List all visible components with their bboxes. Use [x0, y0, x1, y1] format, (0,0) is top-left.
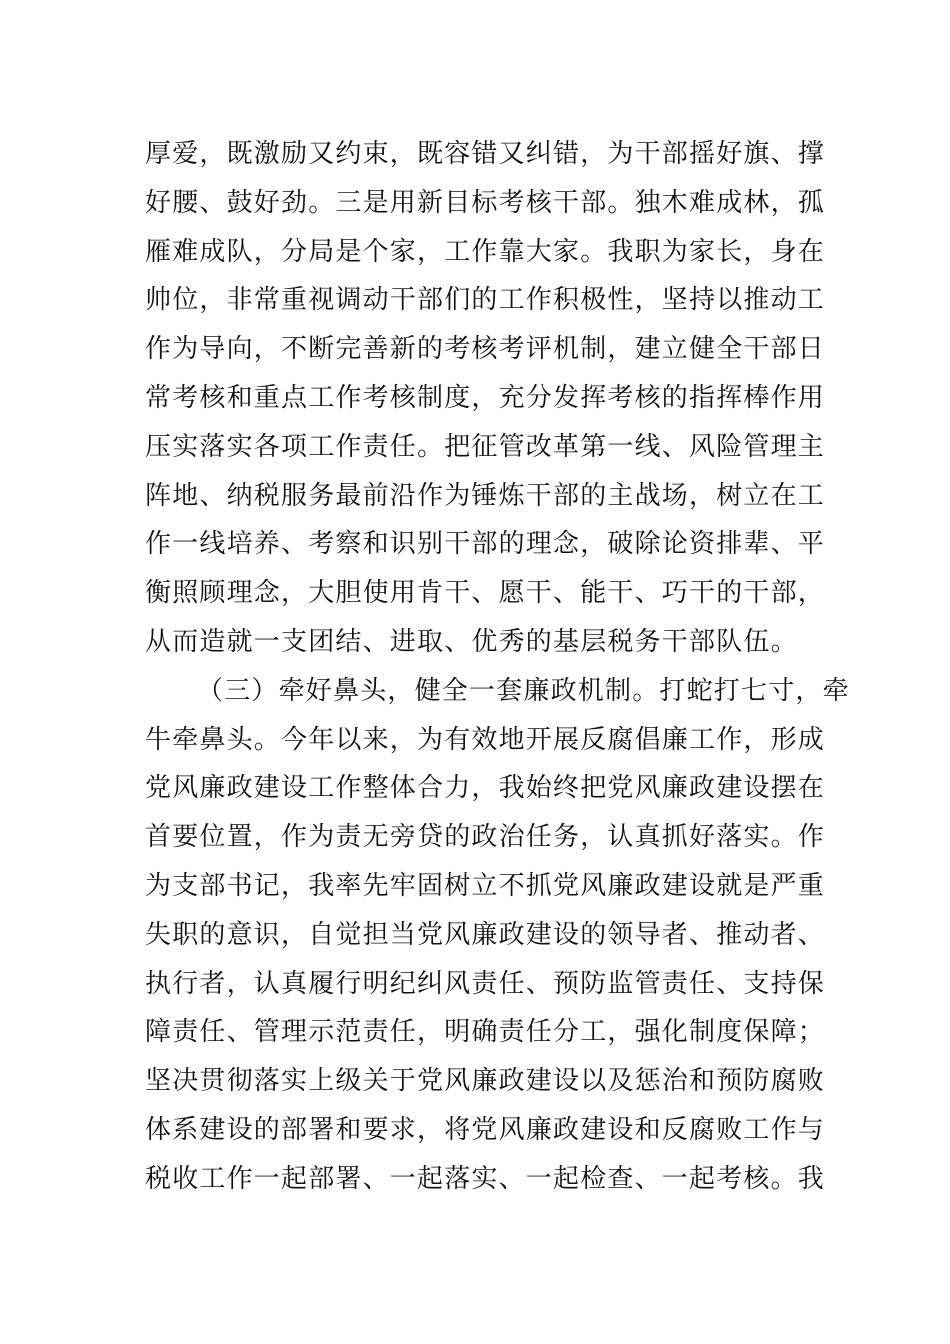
paragraph-line-last: 从而造就一支团结、进取、优秀的基层税务干部队伍。 — [145, 626, 798, 657]
paragraph-line: 执行者，认真履行明纪纠风责任、预防监管责任、支持保 — [145, 968, 826, 999]
paragraph-line: 压实落实各项工作责任。把征管改革第一线、风险管理主 — [145, 431, 826, 462]
paragraph-2 — [145, 667, 850, 1204]
paragraph-line: 衡照顾理念，大胆使用肯干、愿干、能干、巧干的干部， — [145, 578, 826, 609]
paragraph-line: 好腰、鼓好劲。三是用新目标考核干部。独木难成林，孤 — [145, 187, 826, 218]
paragraph-line: 帅位，非常重视调动干部们的工作积极性，坚持以推动工 — [145, 285, 826, 316]
paragraph-line: 首要位置，作为责无旁贷的政治任务，认真抓好落实。作 — [145, 822, 826, 853]
paragraph-line: 厚爱，既激励又约束，既容错又纠错，为干部摇好旗、撑 — [145, 139, 826, 169]
paragraph-line: 坚决贯彻落实上级关于党风廉政建设以及惩治和预防腐败 — [145, 1066, 826, 1097]
paragraph-line: 失职的意识，自觉担当党风廉政建设的领导者、推动者、 — [145, 919, 826, 950]
paragraph-1 — [145, 130, 826, 667]
paragraph-line: 税收工作一起部署、一起落实、一起检查、一起考核。我 — [145, 1163, 826, 1194]
paragraph-line: 作为导向，不断完善新的考核考评机制，建立健全干部日 — [145, 334, 826, 365]
paragraph-line-first: （三）牵好鼻头，健全一套廉政机制。打蛇打七寸，牵 — [197, 675, 850, 706]
body-text — [145, 130, 850, 1204]
paragraph-line: 阵地、纳税服务最前沿作为锤炼干部的主战场，树立在工 — [145, 480, 826, 511]
paragraph-line: 体系建设的部署和要求，将党风廉政建设和反腐败工作与 — [145, 1114, 826, 1145]
paragraph-line: 牛牵鼻头。今年以来，为有效地开展反腐倡廉工作，形成 — [145, 724, 826, 755]
paragraph-line: 为支部书记，我率先牢固树立不抓党风廉政建设就是严重 — [145, 870, 826, 901]
paragraph-line: 障责任、管理示范责任，明确责任分工，强化制度保障； — [145, 1017, 826, 1048]
paragraph-line: 常考核和重点工作考核制度，充分发挥考核的指挥棒作用 — [145, 382, 826, 413]
paragraph-line: 雁难成队，分局是个家，工作靠大家。我职为家长，身在 — [145, 236, 826, 267]
paragraph-line: 党风廉政建设工作整体合力，我始终把党风廉政建设摆在 — [145, 773, 826, 804]
paragraph-line: 作一线培养、考察和识别干部的理念，破除论资排辈、平 — [145, 529, 826, 560]
